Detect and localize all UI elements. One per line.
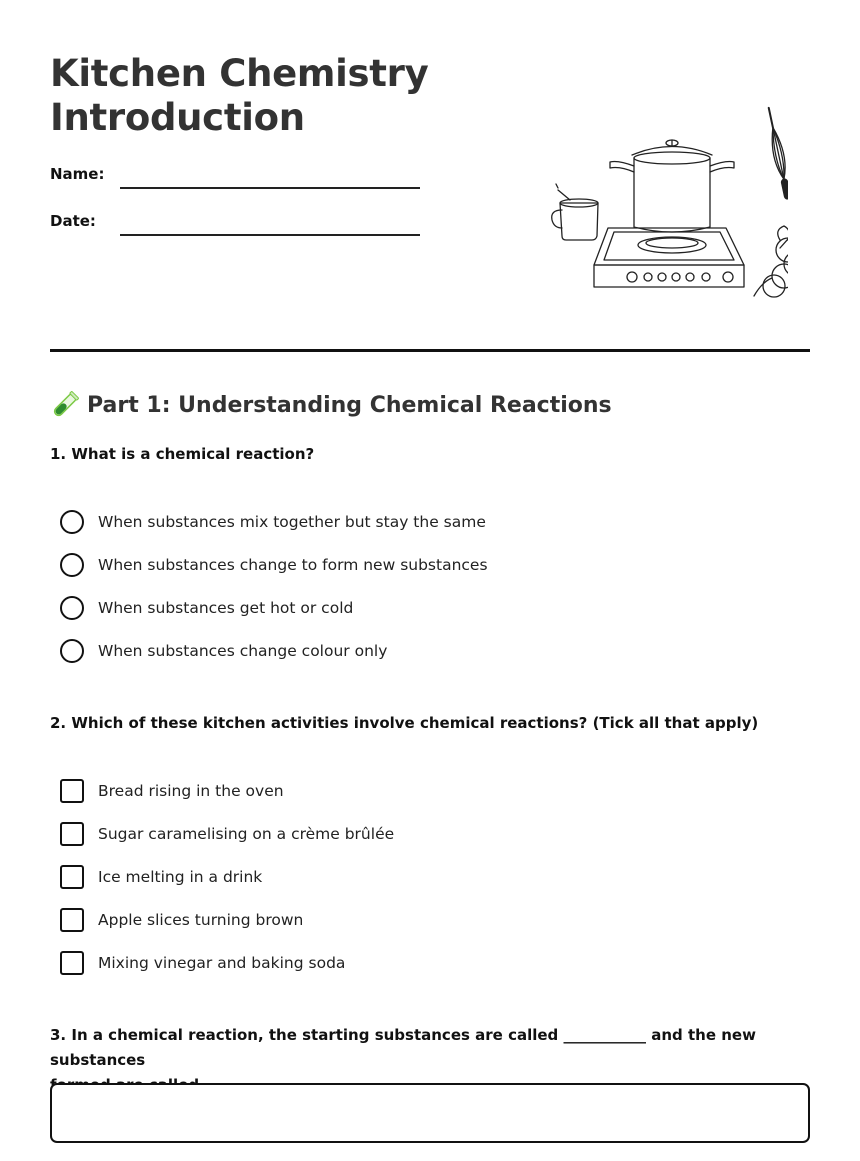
question-2: 2. Which of these kitchen activities involve chemical reactions? (Tick all that apply): [50, 714, 759, 732]
vegetables: [754, 224, 788, 297]
name-line[interactable]: [120, 187, 420, 189]
q2-option-1-label: Bread rising in the oven: [98, 782, 284, 800]
radio-button[interactable]: [60, 596, 84, 620]
radio-button[interactable]: [60, 639, 84, 663]
question-3-line-1: 3. In a chemical reaction, the starting substances are called ___________ and the new substances: [50, 1026, 756, 1069]
q2-option-4-label: Apple slices turning brown: [98, 911, 304, 929]
part1-title: Part 1: Understanding Chemical Reactions: [87, 392, 612, 418]
jug: [560, 203, 598, 240]
checkbox[interactable]: [60, 908, 84, 932]
checkbox[interactable]: [60, 822, 84, 846]
q2-option-3-label: Ice melting in a drink: [98, 868, 263, 886]
q1-option-2[interactable]: [60, 552, 488, 578]
q1-option-2-label: When substances change to form new substances: [98, 556, 488, 574]
whisk: [764, 107, 788, 200]
q2-option-4[interactable]: [60, 907, 303, 933]
date-label: Date:: [50, 212, 96, 230]
radio-button[interactable]: [60, 553, 84, 577]
q1-option-3-label: When substances get hot or cold: [98, 599, 354, 617]
radio-button[interactable]: [60, 510, 84, 534]
checkbox[interactable]: [60, 951, 84, 975]
worksheet-title: [50, 52, 470, 140]
q2-option-2[interactable]: [60, 821, 394, 847]
q2-option-5[interactable]: [60, 950, 345, 976]
q1-option-3[interactable]: [60, 595, 353, 621]
q2-option-1[interactable]: [60, 778, 284, 804]
section-divider: [50, 349, 810, 352]
part1-heading: [50, 389, 612, 421]
q2-option-3[interactable]: [60, 864, 262, 890]
question-1: 1. What is a chemical reaction?: [50, 445, 315, 463]
stove-front: [594, 265, 744, 287]
worksheet-page: [50, 0, 810, 1161]
stove-pot-illustration: [548, 100, 788, 305]
checkbox[interactable]: [60, 779, 84, 803]
name-label: Name:: [50, 165, 105, 183]
date-line[interactable]: [120, 234, 420, 236]
title-line-2: Introduction: [50, 96, 305, 139]
test-tube-icon: [50, 390, 80, 420]
q2-option-2-label: Sugar caramelising on a crème brûlée: [98, 825, 395, 843]
q1-option-1[interactable]: [60, 509, 486, 535]
q1-option-4-label: When substances change colour only: [98, 642, 388, 660]
q2-option-5-label: Mixing vinegar and baking soda: [98, 954, 346, 972]
title-line-1: Kitchen Chemistry: [50, 52, 429, 95]
pot-body: [634, 158, 710, 232]
checkbox[interactable]: [60, 865, 84, 889]
q1-option-1-label: When substances mix together but stay the same: [98, 513, 486, 531]
q3-answer-box[interactable]: [50, 1083, 810, 1143]
q1-option-4[interactable]: [60, 638, 387, 664]
